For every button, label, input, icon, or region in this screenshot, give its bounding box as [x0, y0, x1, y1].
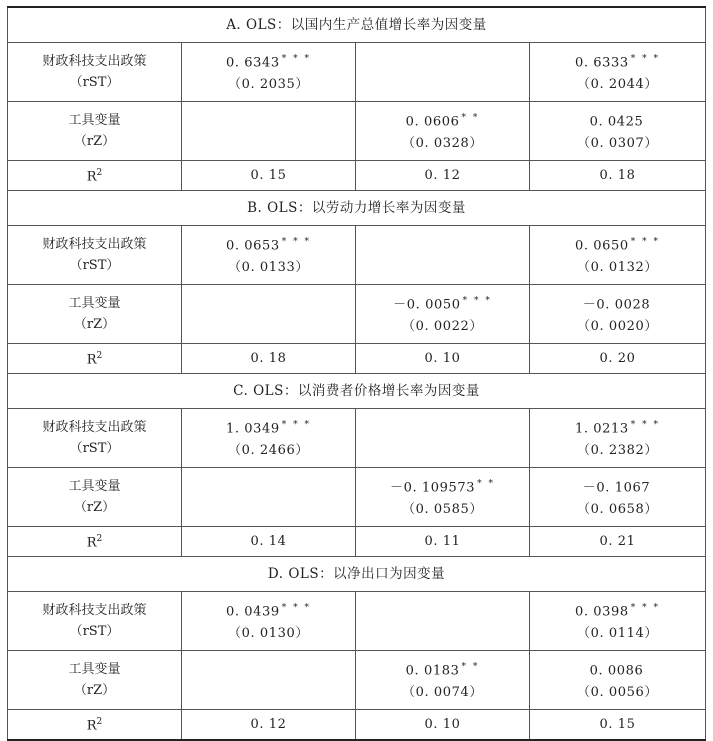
policy-estimate-cell	[356, 409, 530, 468]
standard-error: （0. 0132）	[576, 259, 659, 275]
standard-error: （0. 0130）	[227, 625, 310, 641]
coefficient-line	[530, 657, 705, 681]
policy-estimate-cell	[356, 592, 530, 651]
standard-error: （0. 2382）	[576, 442, 659, 458]
r-squared-label	[8, 527, 182, 557]
coefficient-line	[530, 108, 705, 132]
instrument-label	[8, 285, 182, 344]
policy-label	[8, 409, 182, 468]
regression-table-body	[8, 7, 706, 740]
r-squared-symbol: R	[86, 352, 97, 368]
significance-stars: * * *	[630, 420, 661, 431]
coefficient-line	[356, 609, 529, 633]
coefficient-line	[530, 474, 705, 498]
instrument-row	[8, 468, 706, 527]
instrument-label-symbol: （rZ）	[73, 683, 116, 698]
standard-error: （0. 0056）	[576, 684, 659, 700]
instrument-label-text: 工具变量	[68, 113, 121, 128]
instrument-estimate-cell	[530, 102, 706, 161]
r-squared-exponent: 2	[96, 534, 103, 545]
coefficient-line	[530, 415, 705, 439]
coefficient-value: －0. 109573	[389, 480, 476, 496]
r-squared-row	[8, 161, 706, 191]
significance-stars: * * *	[630, 54, 661, 65]
standard-error: （0. 0022）	[401, 318, 484, 334]
policy-estimate-cell	[530, 226, 706, 285]
instrument-label	[8, 468, 182, 527]
coefficient-line	[356, 60, 529, 84]
instrument-label	[8, 102, 182, 161]
instrument-estimate-cell	[356, 285, 530, 344]
standard-error: （0. 0328）	[401, 135, 484, 151]
standard-error: （0. 0074）	[401, 684, 484, 700]
significance-stars: * *	[477, 479, 496, 490]
significance-stars: * * *	[281, 54, 312, 65]
r-squared-value: 0. 12	[356, 161, 530, 191]
coefficient-line	[182, 485, 355, 509]
regression-table	[7, 6, 706, 741]
instrument-label-symbol: （rZ）	[73, 317, 116, 332]
instrument-estimate-cell	[530, 285, 706, 344]
instrument-label-text: 工具变量	[68, 662, 121, 677]
instrument-estimate-cell	[356, 102, 530, 161]
coefficient-line	[356, 474, 529, 498]
significance-stars: * * *	[630, 603, 661, 614]
r-squared-symbol: R	[86, 718, 97, 734]
standard-error: （0. 0307）	[576, 135, 659, 151]
significance-stars: * *	[461, 113, 480, 124]
coefficient-value: －0. 1067	[582, 480, 651, 496]
instrument-estimate-cell	[530, 651, 706, 710]
coefficient-line	[182, 302, 355, 326]
standard-error: （0. 0114）	[576, 625, 659, 641]
panel-title: C. OLS：以消费者价格增长率为因变量	[8, 374, 706, 409]
r-squared-value: 0. 11	[356, 527, 530, 557]
coefficient-value: 0. 0425	[589, 114, 644, 130]
r-squared-symbol: R	[86, 169, 97, 185]
significance-stars: * * *	[281, 420, 312, 431]
coefficient-value: 0. 0398	[574, 604, 629, 620]
significance-stars: * *	[461, 662, 480, 673]
coefficient-value: 1. 0213	[574, 421, 629, 437]
policy-label-text: 财政科技支出政策	[42, 237, 147, 252]
instrument-row	[8, 285, 706, 344]
r-squared-value: 0. 20	[530, 344, 706, 374]
coefficient-line	[530, 598, 705, 622]
coefficient-value: 0. 6333	[574, 55, 629, 71]
r-squared-value: 0. 18	[530, 161, 706, 191]
significance-stars: * * *	[281, 603, 312, 614]
coefficient-line	[530, 291, 705, 315]
coefficient-line	[356, 657, 529, 681]
r-squared-row	[8, 527, 706, 557]
r-squared-label	[8, 710, 182, 741]
instrument-estimate-cell	[182, 651, 356, 710]
policy-label-symbol: （rST）	[69, 75, 120, 90]
instrument-estimate-cell	[182, 285, 356, 344]
coefficient-value: 0. 0606	[405, 114, 460, 130]
standard-error: （0. 2044）	[576, 76, 659, 92]
policy-label	[8, 226, 182, 285]
panel-header-row	[8, 557, 706, 592]
coefficient-value: 0. 0439	[225, 604, 280, 620]
coefficient-line	[182, 668, 355, 692]
coefficient-line	[356, 426, 529, 450]
coefficient-value: 0. 6343	[225, 55, 280, 71]
significance-stars: * * *	[281, 237, 312, 248]
policy-label-text: 财政科技支出政策	[42, 420, 147, 435]
standard-error: （0. 2466）	[227, 442, 310, 458]
r-squared-value: 0. 12	[182, 710, 356, 741]
policy-row	[8, 43, 706, 102]
panel-title: A. OLS：以国内生产总值增长率为因变量	[8, 7, 706, 43]
policy-label-symbol: （rST）	[69, 624, 120, 639]
r-squared-value: 0. 10	[356, 710, 530, 741]
r-squared-value: 0. 10	[356, 344, 530, 374]
significance-stars: * * *	[462, 296, 492, 307]
panel-header-row	[8, 7, 706, 43]
policy-estimate-cell	[530, 592, 706, 651]
policy-row	[8, 226, 706, 285]
instrument-row	[8, 102, 706, 161]
coefficient-value: 0. 0183	[405, 663, 460, 679]
r-squared-symbol: R	[86, 535, 97, 551]
r-squared-exponent: 2	[96, 168, 103, 179]
r-squared-value: 0. 18	[182, 344, 356, 374]
policy-estimate-cell	[182, 226, 356, 285]
policy-estimate-cell	[530, 409, 706, 468]
coefficient-line	[182, 232, 355, 256]
standard-error: （0. 2035）	[227, 76, 310, 92]
r-squared-value: 0. 15	[530, 710, 706, 741]
instrument-row	[8, 651, 706, 710]
instrument-label-symbol: （rZ）	[73, 500, 116, 515]
panel-header-row	[8, 191, 706, 226]
r-squared-value: 0. 21	[530, 527, 706, 557]
coefficient-line	[182, 598, 355, 622]
r-squared-row	[8, 710, 706, 741]
policy-label-symbol: （rST）	[69, 441, 120, 456]
instrument-estimate-cell	[182, 468, 356, 527]
policy-estimate-cell	[182, 409, 356, 468]
coefficient-line	[182, 415, 355, 439]
instrument-estimate-cell	[356, 468, 530, 527]
policy-row	[8, 409, 706, 468]
panel-title: D. OLS：以净出口为因变量	[8, 557, 706, 592]
r-squared-exponent: 2	[96, 717, 103, 728]
policy-row	[8, 592, 706, 651]
policy-estimate-cell	[356, 226, 530, 285]
coefficient-line	[182, 49, 355, 73]
instrument-estimate-cell	[356, 651, 530, 710]
instrument-label	[8, 651, 182, 710]
coefficient-value: 1. 0349	[225, 421, 280, 437]
policy-label-text: 财政科技支出政策	[42, 54, 147, 69]
r-squared-value: 0. 14	[182, 527, 356, 557]
r-squared-row	[8, 344, 706, 374]
instrument-label-symbol: （rZ）	[73, 134, 116, 149]
coefficient-value: －0. 0050	[393, 297, 461, 313]
policy-estimate-cell	[182, 592, 356, 651]
coefficient-line	[530, 49, 705, 73]
policy-estimate-cell	[356, 43, 530, 102]
r-squared-label	[8, 161, 182, 191]
coefficient-line	[356, 108, 529, 132]
instrument-estimate-cell	[530, 468, 706, 527]
coefficient-line	[356, 291, 529, 315]
r-squared-exponent: 2	[96, 351, 103, 362]
policy-label	[8, 43, 182, 102]
coefficient-line	[182, 119, 355, 143]
policy-estimate-cell	[530, 43, 706, 102]
panel-title: B. OLS：以劳动力增长率为因变量	[8, 191, 706, 226]
policy-label-symbol: （rST）	[69, 258, 120, 273]
instrument-estimate-cell	[182, 102, 356, 161]
coefficient-line	[356, 243, 529, 267]
coefficient-value: 0. 0086	[589, 663, 644, 679]
r-squared-value: 0. 15	[182, 161, 356, 191]
standard-error: （0. 0133）	[227, 259, 310, 275]
policy-label-text: 财政科技支出政策	[42, 603, 147, 618]
coefficient-line	[530, 232, 705, 256]
panel-header-row	[8, 374, 706, 409]
r-squared-label	[8, 344, 182, 374]
standard-error: （0. 0658）	[576, 501, 659, 517]
significance-stars: * * *	[630, 237, 661, 248]
policy-label	[8, 592, 182, 651]
standard-error: （0. 0020）	[576, 318, 659, 334]
coefficient-value: －0. 0028	[582, 297, 651, 313]
instrument-label-text: 工具变量	[68, 296, 121, 311]
standard-error: （0. 0585）	[401, 501, 484, 517]
instrument-label-text: 工具变量	[68, 479, 121, 494]
coefficient-value: 0. 0650	[574, 238, 629, 254]
policy-estimate-cell	[182, 43, 356, 102]
coefficient-value: 0. 0653	[225, 238, 280, 254]
